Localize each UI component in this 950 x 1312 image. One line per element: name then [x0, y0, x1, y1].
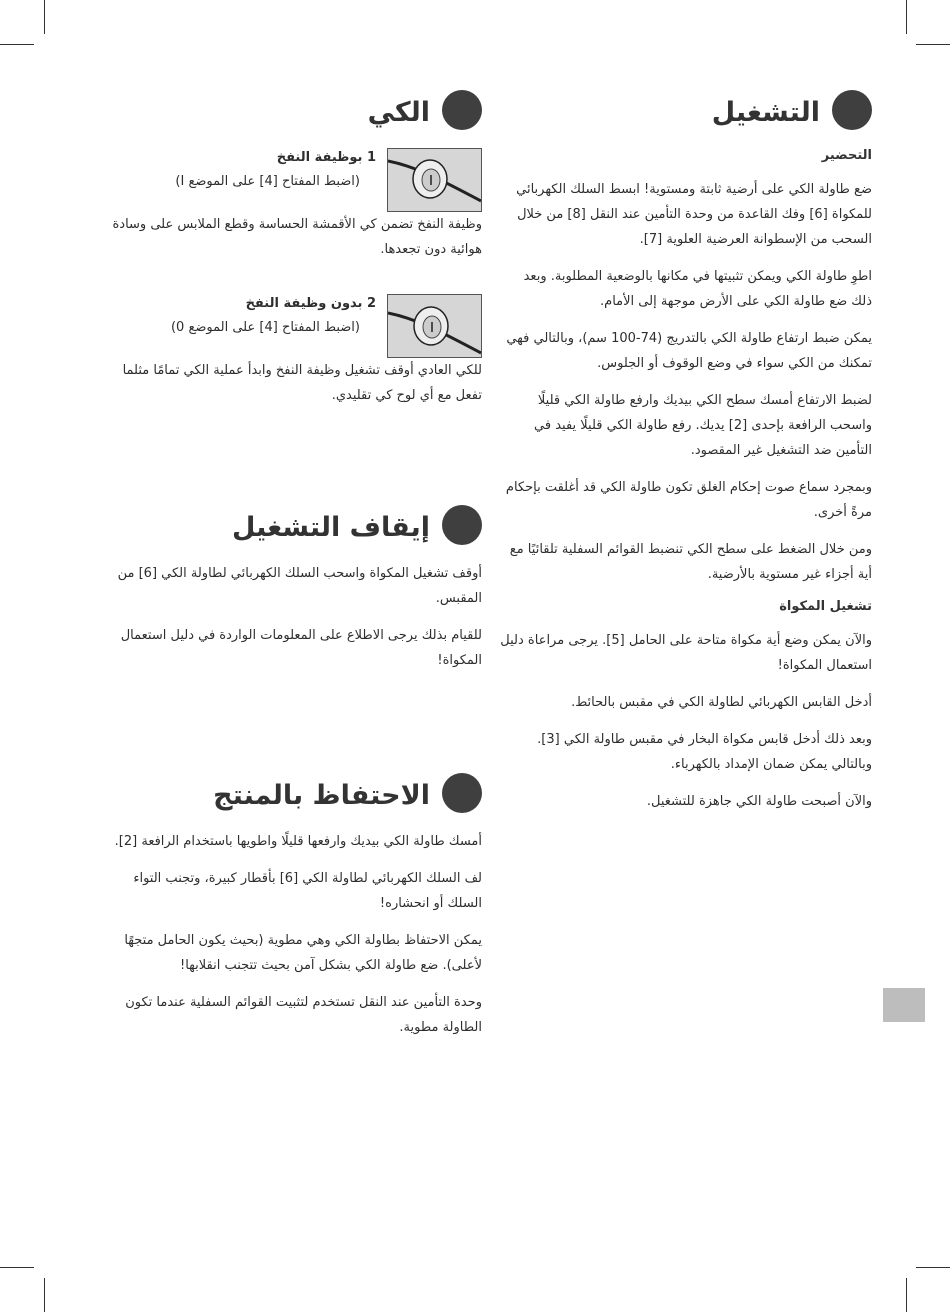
crop-mark — [44, 0, 45, 34]
mode-title: 2 بدون وظيفة النفخ — [245, 296, 376, 311]
paragraph: أوقف تشغيل المكواة واسحب السلك الكهربائي لطاولة الكي [6] من المقبس. — [117, 566, 482, 606]
mode-hint: (اضبط المفتاح [4] على الموضع 0) — [170, 320, 360, 335]
mode-hint: (اضبط المفتاح [4] على الموضع I) — [175, 174, 360, 189]
section-title: إيقاف التشغيل — [232, 512, 430, 543]
storage-section — [110, 773, 482, 1052]
shutdown-heading — [110, 505, 482, 551]
crop-mark — [906, 0, 907, 34]
subheading-iron-operation: تشغيل المكواة — [779, 599, 872, 614]
storage-heading — [110, 773, 482, 819]
chapter-tab-marker — [883, 988, 925, 1022]
paragraph: يمكن الاحتفاظ بطاولة الكي وهي مطوية (بحيث يكون الحامل متجهًا لأعلى). ضع طاولة الكي بشكل آمن بحيث تتجنب انقلابها! — [124, 933, 482, 973]
paragraph: أدخل القابس الكهربائي لطاولة الكي في مقبس بالحائط. — [571, 695, 872, 710]
section-bullet — [442, 505, 482, 545]
mode-title: 1 بوظيفة النفخ — [276, 150, 376, 165]
crop-mark — [0, 44, 34, 45]
paragraph: ومن خلال الضغط على سطح الكي تنضبط القوائم السفلية تلقائيًا مع أية أجزاء غير مستوية بالأرضية. — [509, 542, 872, 582]
mode-description: وظيفة النفخ تضمن كي الأقمشة الحساسة وقطع الملابس على وسادة هوائية دون تجعدها. — [112, 217, 482, 257]
paragraph: لف السلك الكهربائي لطاولة الكي [6] بأقطار كبيرة، وتجنب التواء السلك أو انحشاره! — [133, 871, 482, 911]
paragraph: اطوِ طاولة الكي ويمكن تثبيتها في مكانها بالوضعية المطلوبة. وبعد ذلك ضع طاولة الكي على الأرض موجهة إلى الأمام. — [523, 269, 872, 309]
section-title: الاحتفاظ بالمنتج — [213, 780, 430, 811]
ironing-section — [110, 90, 482, 408]
crop-mark — [916, 1267, 950, 1268]
section-bullet — [442, 90, 482, 130]
operation-column — [500, 90, 872, 826]
ironing-heading — [110, 90, 482, 136]
crop-mark — [0, 1267, 34, 1268]
shutdown-section — [110, 505, 482, 685]
switch-position-i-image — [387, 148, 482, 212]
crop-mark — [916, 44, 950, 45]
section-bullet — [442, 773, 482, 813]
section-title: الكي — [367, 97, 430, 128]
mode-description: للكي العادي أوقف تشغيل وظيفة النفخ وابدأ عملية الكي تمامًا مثلما تفعل مع أي لوح كي تقليدي. — [122, 363, 482, 403]
subheading-preparation: التحضير — [821, 148, 872, 163]
paragraph: ضع طاولة الكي على أرضية ثابتة ومستوية! ابسط السلك الكهربائي للمكواة [6] وفك القاعدة من وحدة التأمين عند النقل [8] من خلال السحب من الإسطوانة العرضية العلوية [7]. — [516, 182, 872, 247]
section-title: التشغيل — [711, 97, 820, 128]
mode-without-blowing — [110, 294, 482, 358]
paragraph: أمسك طاولة الكي بيديك وارفعها قليلًا واطويها باستخدام الرافعة [2]. — [114, 834, 482, 849]
crop-mark — [44, 1278, 45, 1312]
mode-blowing — [110, 148, 482, 212]
paragraph: والآن أصبحت طاولة الكي جاهزة للتشغيل. — [646, 794, 872, 809]
paragraph: وبعد ذلك أدخل قابس مكواة البخار في مقبس طاولة الكي [3]. وبالتالي يمكن ضمان الإمداد بالكهرباء. — [537, 732, 872, 772]
paragraph: وبمجرد سماع صوت إحكام الغلق تكون طاولة الكي قد أغلقت بإحكام مرةً أخرى. — [505, 480, 872, 520]
switch-position-0-image — [387, 294, 482, 358]
paragraph: للقيام بذلك يرجى الاطلاع على المعلومات الواردة في دليل استعمال المكواة! — [120, 628, 482, 668]
paragraph: يمكن ضبط ارتفاع طاولة الكي بالتدريج (74-100 سم)، وبالتالي فهي تمكنك من الكي سواء في وضع الوقوف أو الجلوس. — [506, 331, 872, 371]
paragraph: لضبط الارتفاع أمسك سطح الكي بيديك وارفع طاولة الكي قليلًا واسحب الرافعة بإحدى [2] يديك. رفع طاولة الكي قليلًا يفيد في التأمين ضد التشغيل غير المقصود. — [534, 393, 872, 458]
section-bullet — [832, 90, 872, 130]
paragraph: وحدة التأمين عند النقل تستخدم لتثبيت القوائم السفلية عندما تكون الطاولة مطوية. — [125, 995, 482, 1035]
paragraph: والآن يمكن وضع أية مكواة متاحة على الحامل [5]. يرجى مراعاة دليل استعمال المكواة! — [500, 633, 872, 673]
crop-mark — [906, 1278, 907, 1312]
operation-heading — [500, 90, 872, 136]
